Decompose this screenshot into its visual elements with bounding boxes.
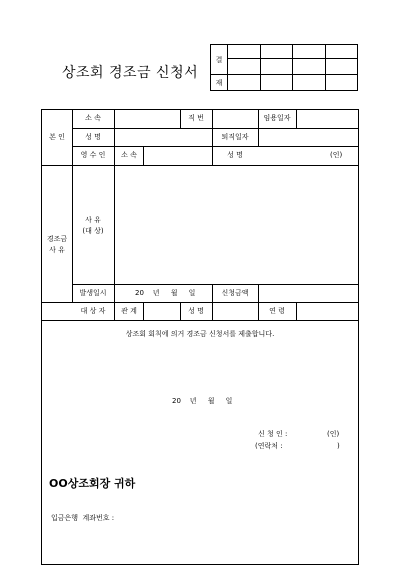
- joined-date-label: 임용일자: [263, 114, 291, 122]
- occurred-label: 발생일시: [79, 289, 107, 297]
- amount-label: 신청금액: [221, 289, 249, 297]
- target-label: 대 상 자: [80, 307, 106, 315]
- seal-mark: (인): [330, 151, 343, 159]
- occurred-date: 20 년 월 일: [135, 289, 196, 297]
- approval-box: [210, 44, 358, 91]
- self-label: 본 인: [49, 133, 65, 141]
- age-label: 연 령: [269, 307, 285, 315]
- position-label: 직 번: [188, 114, 204, 122]
- reason-label: 사 유 (대 상): [82, 216, 104, 235]
- recipient-name-label: 성 명: [227, 151, 243, 159]
- target-name-label: 성 명: [188, 307, 204, 315]
- form-title: 상조회 경조금 신청서: [62, 65, 199, 81]
- statement-text: 상조회 회칙에 의거 경조금 신청서를 제출합니다.: [125, 330, 275, 338]
- approval-label-bottom: 재: [211, 75, 228, 91]
- reason-group-label: 경조금 사 유: [46, 235, 68, 254]
- contact-label: (연락처 :: [255, 442, 283, 450]
- retired-date-label: 퇴직일자: [221, 133, 249, 141]
- addressee-text: OO상조회장 귀하: [49, 477, 136, 490]
- recipient-label: 영 수 인: [80, 151, 106, 159]
- applicant-seal: (인): [327, 430, 340, 438]
- name-label: 성 명: [85, 133, 101, 141]
- submit-date: 20 년 월 일: [172, 397, 233, 405]
- recipient-dept-label: 소 속: [121, 151, 137, 159]
- applicant-label: 신 청 인 :: [258, 430, 288, 438]
- contact-close: ): [337, 442, 340, 450]
- relation-label: 관 계: [121, 307, 137, 315]
- bank-account-label: 입금은행 계좌번호 :: [51, 514, 115, 522]
- dept-label: 소 속: [85, 114, 101, 122]
- approval-label-top: 결: [211, 45, 228, 75]
